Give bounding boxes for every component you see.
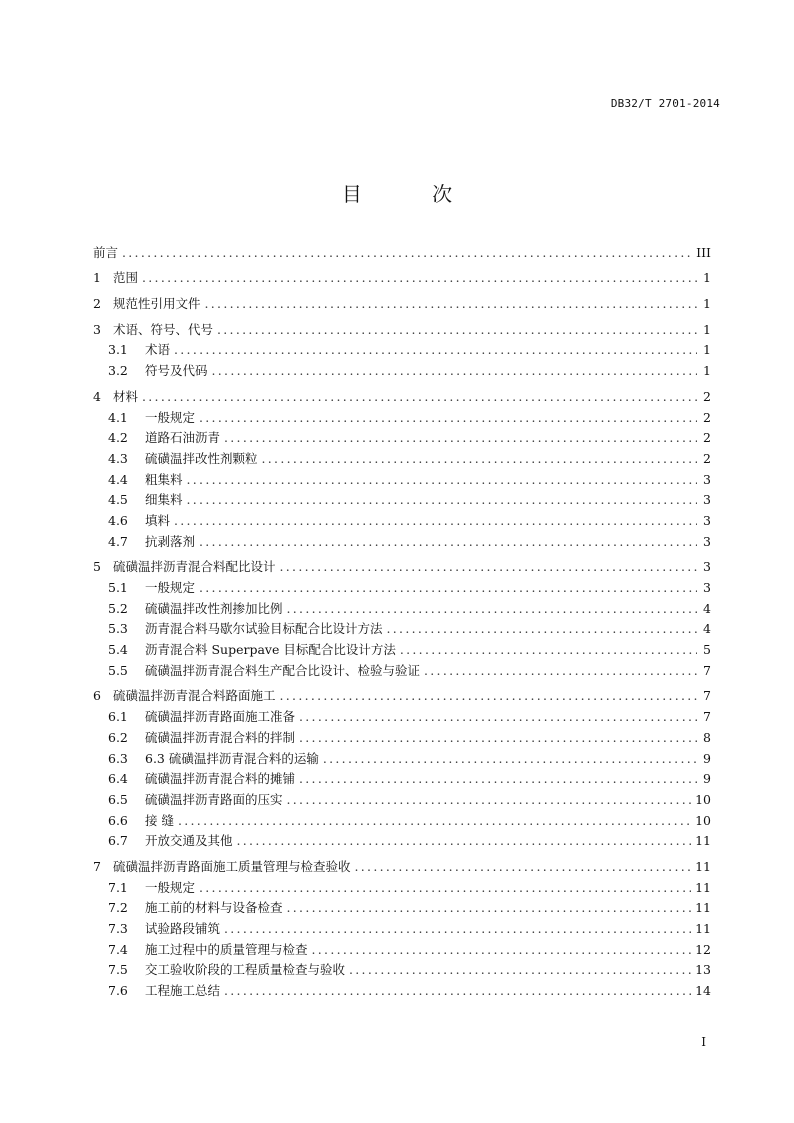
toc-entry-title: 范围 bbox=[113, 270, 139, 286]
toc-leader-dots bbox=[355, 859, 692, 875]
toc-entry-number: 4.5 bbox=[108, 492, 128, 508]
toc-entry-title: 道路石油沥青 bbox=[145, 430, 221, 446]
toc-entry-page: 1 bbox=[703, 270, 711, 286]
toc-entry-page: 4 bbox=[703, 621, 711, 637]
toc-entry-number: 1 bbox=[93, 270, 101, 286]
toc-entry[interactable] bbox=[93, 291, 711, 312]
toc-leader-dots bbox=[142, 270, 697, 286]
standard-code: DB32/T 2701-2014 bbox=[610, 97, 720, 110]
toc-entry-page: 2 bbox=[703, 409, 711, 425]
toc-leader-dots bbox=[205, 296, 697, 312]
toc-entry-page: 3 bbox=[703, 471, 711, 487]
toc-entry-number: 7.4 bbox=[108, 941, 128, 957]
toc-entry-page: 3 bbox=[703, 533, 711, 549]
toc-entry-number: 6.4 bbox=[108, 771, 128, 787]
toc-leader-dots bbox=[217, 322, 697, 338]
toc-entry[interactable] bbox=[93, 808, 711, 829]
toc-entry[interactable] bbox=[93, 426, 711, 447]
toc-leader-dots bbox=[199, 580, 697, 596]
toc-entry-page: 7 bbox=[703, 662, 711, 678]
toc-entry-page: 1 bbox=[703, 363, 711, 379]
toc-leader-dots bbox=[262, 451, 697, 467]
toc-entry[interactable] bbox=[93, 338, 711, 359]
toc-entry[interactable] bbox=[93, 508, 711, 529]
toc-entry[interactable] bbox=[93, 704, 711, 725]
toc-entry-title: 沥青混合料马歇尔试验目标配合比设计方法 bbox=[145, 621, 383, 637]
toc-leader-dots bbox=[280, 559, 697, 575]
toc-entry[interactable] bbox=[93, 575, 711, 596]
page-number: I bbox=[701, 1035, 706, 1049]
toc-entry-title: 一般规定 bbox=[145, 580, 196, 595]
toc-entry[interactable] bbox=[93, 658, 711, 679]
toc-entry-number: 6.6 bbox=[108, 812, 128, 828]
toc-entry-number: 4 bbox=[93, 388, 101, 404]
toc-leader-dots bbox=[287, 792, 692, 808]
toc-entry-title: 硫磺温拌改性剂颗粒 bbox=[145, 450, 258, 466]
toc-entry-title: 前言 bbox=[93, 244, 119, 260]
toc-entry-number: 6.2 bbox=[108, 729, 128, 745]
toc-entry-page: 4 bbox=[703, 600, 711, 616]
toc-entry[interactable] bbox=[93, 896, 711, 917]
toc-entry[interactable] bbox=[93, 446, 711, 467]
toc-entry[interactable] bbox=[93, 767, 711, 788]
toc-entry-number: 7.2 bbox=[108, 900, 128, 916]
toc-entry-title: 硫磺温拌改性剂掺加比例 bbox=[145, 600, 283, 616]
toc-entry-title: 工程施工总结 bbox=[145, 983, 221, 999]
toc-leader-dots bbox=[212, 363, 697, 379]
toc-entry-number: 3.2 bbox=[108, 363, 128, 379]
toc-entry-number: 5.3 bbox=[108, 621, 128, 637]
toc-entry[interactable] bbox=[93, 746, 711, 767]
toc-entry-number: 4.1 bbox=[108, 409, 128, 425]
toc-entry[interactable] bbox=[93, 958, 711, 979]
toc-entry[interactable] bbox=[93, 596, 711, 617]
toc-entry-page: 14 bbox=[695, 983, 711, 999]
toc-entry-page: 11 bbox=[695, 921, 711, 936]
toc-entry-number: 5.5 bbox=[108, 662, 128, 678]
toc-leader-dots bbox=[224, 921, 691, 937]
toc-entry[interactable] bbox=[93, 937, 711, 958]
toc-entry-title: 硫磺温拌沥青混合料路面施工 bbox=[113, 688, 276, 704]
toc-entry-number: 4.7 bbox=[108, 533, 128, 549]
toc-entry-page: 9 bbox=[703, 771, 711, 787]
toc-leader-dots bbox=[424, 663, 697, 679]
toc-entry-number: 3 bbox=[93, 321, 101, 337]
toc-leader-dots bbox=[199, 880, 691, 896]
toc-leader-dots bbox=[299, 771, 697, 787]
toc-leader-dots bbox=[387, 621, 697, 637]
toc-leader-dots bbox=[237, 833, 692, 849]
toc-entry-title: 符号及代码 bbox=[145, 363, 208, 379]
toc-entry-page: 2 bbox=[703, 430, 711, 446]
page-title: 目 次 bbox=[341, 182, 485, 206]
toc-leader-dots bbox=[349, 962, 691, 978]
toc-entry-page: 3 bbox=[703, 492, 711, 508]
toc-leader-dots bbox=[323, 751, 697, 767]
toc-entry-page: 7 bbox=[703, 688, 711, 704]
toc-entry-title: 施工前的材料与设备检查 bbox=[145, 900, 283, 916]
toc-leader-dots bbox=[122, 245, 692, 261]
toc-entry-page: 3 bbox=[703, 580, 711, 595]
toc-entry[interactable] bbox=[93, 317, 711, 338]
toc-entry-number: 5 bbox=[93, 559, 101, 575]
toc-leader-dots bbox=[312, 942, 692, 958]
toc-entry-page: 9 bbox=[703, 750, 711, 766]
toc-leader-dots bbox=[142, 389, 697, 405]
toc-entry-number: 6 bbox=[93, 688, 101, 704]
toc-entry[interactable] bbox=[93, 405, 711, 426]
toc-entry[interactable] bbox=[93, 240, 711, 261]
toc-entry-page: 11 bbox=[695, 900, 711, 916]
toc-entry-page: 2 bbox=[703, 450, 711, 466]
toc-entry-page: 5 bbox=[703, 642, 711, 658]
toc-entry[interactable] bbox=[93, 787, 711, 808]
toc-entry-title: 接 缝 bbox=[145, 812, 174, 828]
toc-entry-title: 一般规定 bbox=[145, 879, 196, 895]
toc-entry[interactable] bbox=[93, 854, 711, 875]
toc-entry-page: 3 bbox=[703, 559, 711, 575]
toc-entry-number: 4.2 bbox=[108, 430, 128, 446]
toc-entry-number: 4.4 bbox=[108, 471, 128, 487]
toc-entry-title: 硫磺温拌沥青混合料的摊铺 bbox=[145, 771, 296, 787]
toc-entry-title: 硫磺温拌沥青混合料配比设计 bbox=[113, 559, 276, 575]
table-of-contents bbox=[93, 240, 711, 999]
toc-leader-dots bbox=[199, 410, 697, 426]
toc-entry-title: 一般规定 bbox=[145, 409, 196, 425]
toc-entry[interactable] bbox=[93, 529, 711, 550]
toc-entry-title: 硫磺温拌沥青混合料生产配合比设计、检验与验证 bbox=[145, 662, 421, 678]
toc-entry-title: 硫磺温拌沥青路面的压实 bbox=[145, 791, 283, 807]
toc-leader-dots bbox=[287, 601, 697, 617]
toc-entry-page: 1 bbox=[703, 296, 711, 312]
toc-entry-page: 10 bbox=[695, 812, 711, 828]
toc-entry-title: 硫磺温拌沥青路面施工准备 bbox=[145, 709, 296, 725]
toc-entry-number: 6.1 bbox=[108, 709, 128, 725]
toc-entry-number: 6.3 bbox=[108, 750, 128, 766]
toc-entry-title: 抗剥落剂 bbox=[145, 533, 196, 549]
toc-entry-page: 11 bbox=[695, 858, 711, 874]
toc-entry-title: 试验路段铺筑 bbox=[145, 921, 221, 936]
toc-entry-number: 7 bbox=[93, 858, 101, 874]
toc-entry-number: 2 bbox=[93, 296, 101, 312]
toc-entry[interactable] bbox=[93, 875, 711, 896]
toc-leader-dots bbox=[178, 813, 691, 829]
toc-entry-number: 6.5 bbox=[108, 791, 128, 807]
toc-leader-dots bbox=[187, 492, 697, 508]
toc-entry[interactable] bbox=[93, 266, 711, 287]
toc-entry-number: 3.1 bbox=[108, 342, 128, 358]
toc-entry-number: 7.1 bbox=[108, 879, 128, 895]
toc-leader-dots bbox=[299, 730, 697, 746]
toc-entry-page: 7 bbox=[703, 709, 711, 725]
toc-leader-dots bbox=[199, 534, 697, 550]
toc-entry[interactable] bbox=[93, 467, 711, 488]
toc-entry-page: 11 bbox=[695, 879, 711, 895]
toc-entry[interactable] bbox=[93, 978, 711, 999]
toc-entry-page: 1 bbox=[703, 321, 711, 337]
toc-entry[interactable] bbox=[93, 358, 711, 379]
toc-entry-number: 7.3 bbox=[108, 921, 128, 936]
toc-entry-title: 开放交通及其他 bbox=[145, 833, 233, 849]
toc-entry-number: 7.6 bbox=[108, 983, 128, 999]
toc-entry-page: 11 bbox=[695, 833, 711, 849]
toc-entry-page: 12 bbox=[695, 941, 711, 957]
toc-entry-title: 规范性引用文件 bbox=[113, 296, 201, 312]
toc-leader-dots bbox=[187, 472, 697, 488]
toc-entry-page: 8 bbox=[703, 729, 711, 745]
toc-entry-page: 13 bbox=[695, 962, 711, 978]
toc-entry[interactable] bbox=[93, 488, 711, 509]
toc-entry-number: 5.2 bbox=[108, 600, 128, 616]
toc-entry[interactable] bbox=[93, 617, 711, 638]
toc-leader-dots bbox=[174, 513, 697, 529]
toc-entry[interactable] bbox=[93, 725, 711, 746]
toc-entry[interactable] bbox=[93, 684, 711, 705]
toc-entry[interactable] bbox=[93, 384, 711, 405]
toc-entry-title: 硫磺温拌沥青路面施工质量管理与检查验收 bbox=[113, 858, 351, 874]
toc-entry-page: 10 bbox=[695, 791, 711, 807]
toc-leader-dots bbox=[280, 688, 697, 704]
toc-entry-title: 沥青混合料 Superpave 目标配合比设计方法 bbox=[145, 642, 396, 658]
toc-entry-title: 施工过程中的质量管理与检查 bbox=[145, 941, 308, 957]
toc-entry-title: 6.3 硫磺温拌沥青混合料的运输 bbox=[145, 750, 319, 766]
toc-entry-number: 7.5 bbox=[108, 962, 128, 978]
toc-entry[interactable] bbox=[93, 829, 711, 850]
toc-leader-dots bbox=[400, 642, 697, 658]
toc-entry-page: 2 bbox=[703, 388, 711, 404]
toc-entry-page: 1 bbox=[703, 342, 711, 358]
toc-entry-title: 填料 bbox=[145, 512, 171, 528]
toc-leader-dots bbox=[224, 983, 691, 999]
toc-entry-number: 4.6 bbox=[108, 512, 128, 528]
toc-leader-dots bbox=[299, 709, 697, 725]
toc-leader-dots bbox=[287, 900, 692, 916]
toc-entry-title: 交工验收阶段的工程质量检查与验收 bbox=[145, 962, 346, 978]
toc-entry-page: III bbox=[696, 244, 711, 260]
toc-entry-title: 粗集料 bbox=[145, 471, 183, 487]
toc-entry-title: 材料 bbox=[113, 388, 139, 404]
toc-leader-dots bbox=[174, 342, 697, 358]
toc-entry-page: 3 bbox=[703, 512, 711, 528]
toc-entry-number: 5.4 bbox=[108, 642, 128, 658]
toc-entry[interactable] bbox=[93, 555, 711, 576]
toc-entry-number: 5.1 bbox=[108, 580, 128, 595]
toc-entry-title: 细集料 bbox=[145, 492, 183, 508]
toc-leader-dots bbox=[224, 430, 697, 446]
toc-entry-title: 术语 bbox=[145, 342, 171, 358]
toc-entry[interactable] bbox=[93, 916, 711, 937]
toc-entry-number: 6.7 bbox=[108, 833, 128, 849]
toc-entry-title: 硫磺温拌沥青混合料的拌制 bbox=[145, 729, 296, 745]
toc-entry[interactable] bbox=[93, 637, 711, 658]
toc-entry-title: 术语、符号、代号 bbox=[113, 321, 214, 337]
toc-entry-number: 4.3 bbox=[108, 450, 128, 466]
